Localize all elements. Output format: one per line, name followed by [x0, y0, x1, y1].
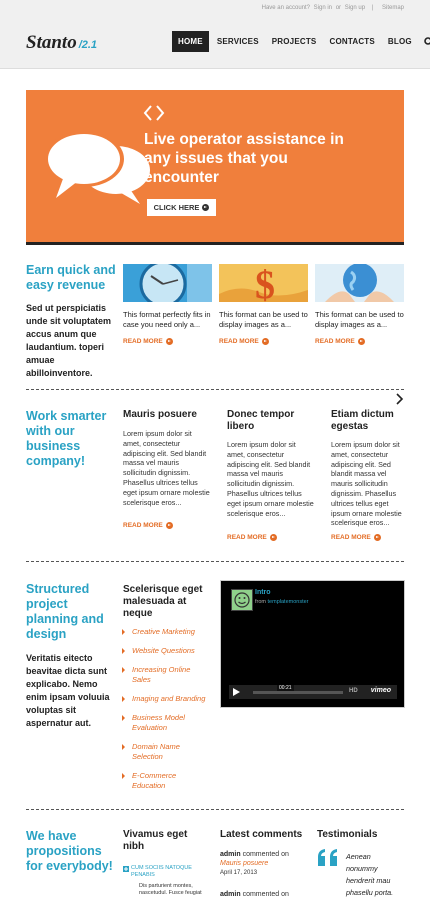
comment-verb: commented on — [242, 851, 289, 858]
divider — [26, 389, 404, 390]
work-title: Work smarter with our business company! — [26, 409, 107, 468]
logo[interactable] — [26, 32, 97, 54]
nav-blog[interactable]: BLOG — [387, 37, 412, 46]
earn-desc: Sed ut perspiciatis unde sit voluptatem accus anum que laudantium. toperi amuae abilloinventore. — [26, 303, 112, 378]
hero-banner — [26, 90, 404, 245]
video-controls — [229, 685, 397, 699]
arrow-circle-icon — [358, 338, 365, 345]
nav-home[interactable]: HOME — [172, 31, 209, 52]
earn-card-1-text: This format perfectly fits in case you need only a... — [123, 310, 211, 329]
structured-desc: Veritatis eitecto beavitae dicta sunt explicabo. Nemo enim ipsam voluuia voluptas sit aspernatur aut. — [26, 653, 110, 728]
earn-card-3-text: This format can be used to display images as a... — [315, 310, 404, 329]
read-more-label: READ MORE — [331, 534, 371, 541]
sitemap-link[interactable]: Sitemap — [381, 5, 404, 11]
video-player[interactable] — [220, 580, 405, 708]
logo-version: /2.1 — [78, 39, 98, 51]
props-col2-title: Vivamus eget nibh — [123, 829, 188, 852]
read-more-label: READ MORE — [123, 338, 163, 345]
services-list — [122, 627, 210, 800]
comment-item — [220, 890, 310, 899]
avatar[interactable] — [231, 589, 253, 611]
time-readout: 00:21 — [279, 685, 292, 691]
comment-verb: commented on — [242, 891, 289, 898]
arrow-circle-icon — [166, 522, 173, 529]
sign-up-link[interactable]: Sign up — [344, 5, 366, 11]
work-col-3-title: Etiam dictum egestas — [331, 409, 394, 432]
list-item[interactable]: Imaging and Branding — [122, 694, 210, 704]
clock-image — [123, 264, 212, 302]
list-item[interactable]: Domain Name Selection — [122, 742, 210, 762]
earn-card-2-read-more[interactable] — [219, 338, 269, 345]
arrow-circle-icon — [374, 534, 381, 541]
testimonials-title: Testimonials — [317, 829, 378, 840]
read-more-label: READ MORE — [123, 522, 163, 529]
account-links — [260, 5, 404, 11]
play-icon[interactable] — [233, 688, 240, 696]
search-icon[interactable] — [424, 37, 430, 47]
comment-date: April 17, 2013 — [220, 870, 258, 876]
earn-card-2-text: This format can be used to display images as a... — [219, 310, 308, 329]
banner-headline: Live operator assistance in any issues that you encounter — [144, 131, 344, 186]
video-author-link[interactable]: templatemonster — [267, 599, 309, 605]
smiley-icon — [232, 590, 252, 610]
read-more-label: READ MORE — [227, 534, 267, 541]
nav-contacts[interactable]: CONTACTS — [329, 37, 375, 46]
props-col2-label: CUM SOCIIS NATOQUE PENABIS — [131, 865, 192, 878]
arrow-circle-icon — [262, 338, 269, 345]
list-item[interactable]: Increasing Online Sales — [122, 665, 210, 685]
arrow-circle-icon — [202, 204, 209, 211]
props-col2-text: Dis parturient montes, nascetudul. Fusce feugiat — [139, 883, 202, 896]
progress-track[interactable] — [253, 685, 343, 694]
click-here-button[interactable] — [147, 199, 216, 216]
main-nav — [172, 31, 430, 52]
from-text: from — [255, 599, 266, 605]
structured-title: Structured project planning and design — [26, 582, 104, 641]
work-col-2-read-more[interactable] — [227, 534, 277, 541]
divider — [26, 809, 404, 810]
plus-icon — [123, 866, 129, 872]
earn-card-1-read-more[interactable] — [123, 338, 173, 345]
work-col-3-read-more[interactable] — [331, 534, 381, 541]
hd-toggle[interactable]: HD — [349, 688, 358, 694]
read-more-label: READ MORE — [219, 338, 259, 345]
video-byline — [255, 599, 309, 605]
work-col-1-text: Lorem ipsum dolor sit amet, consectetur adipiscing elit. Sed blandit massa vel mauris sollicitudin dignissim. Phasellus ultrices tellus eget ipsum ornare molestie scelerisque eros... — [123, 429, 210, 507]
list-item[interactable]: Creative Marketing — [122, 627, 210, 637]
nav-services[interactable]: SERVICES — [216, 37, 259, 46]
quote-icon — [317, 849, 339, 867]
comment-author[interactable]: admin — [220, 851, 241, 858]
header — [0, 0, 430, 69]
comment-item — [220, 850, 310, 878]
svg-text:$: $ — [255, 264, 275, 302]
separator: | — [371, 5, 374, 11]
read-more-label: READ MORE — [315, 338, 355, 345]
list-item[interactable]: Website Questions — [122, 646, 210, 656]
account-prompt: Have an account? — [261, 5, 310, 11]
list-item[interactable]: Business Model Evaluation — [122, 713, 210, 733]
nav-projects[interactable]: PROJECTS — [271, 37, 317, 46]
cta-label: CLICK HERE — [153, 203, 200, 212]
logo-text: Stanto — [26, 32, 77, 53]
arrow-circle-icon — [166, 338, 173, 345]
globe-hands-image — [315, 264, 404, 302]
dollar-image — [219, 264, 308, 302]
arrow-circle-icon — [270, 534, 277, 541]
comments-title: Latest comments — [220, 829, 303, 840]
earn-title: Earn quick and easy revenue — [26, 263, 116, 292]
work-col-2-title: Donec tempor libero — [227, 409, 295, 432]
earn-card-3-read-more[interactable] — [315, 338, 365, 345]
divider — [26, 561, 404, 562]
comment-author[interactable]: admin — [220, 891, 241, 898]
work-col-1-read-more[interactable] — [123, 522, 173, 529]
testimonial-text: Aenean nonummy hendrerit mau phasellu porta. — [346, 852, 394, 897]
sign-in-link[interactable]: Sign in — [313, 5, 333, 11]
work-col-1-title: Mauris posuere — [123, 409, 197, 420]
list-title: Scelerisque eget malesuada at neque — [123, 584, 203, 619]
or-text: or — [335, 5, 342, 11]
work-col-2-text: Lorem ipsum dolor sit amet, consectetur adipiscing elit. Sed blandit massa vel mauris sollicitudin dignissim. Phasellus ultrices tellus eget ipsum ornare molestie scelerisque eros... — [227, 440, 314, 518]
work-col-3-text: Lorem ipsum dolor sit amet, consectetur adipiscing elit. Sed blandit massa vel mauris sollicitudin dignissim. Phasellus ultrices tellus eget ipsum ornare molestie scelerisque eros... — [331, 440, 402, 528]
code-brackets-icon — [143, 104, 165, 122]
comment-post-link[interactable]: Mauris posuere — [220, 860, 269, 867]
video-title[interactable]: Intro — [255, 589, 271, 596]
list-item[interactable]: E-Commerce Education — [122, 771, 210, 791]
vimeo-logo[interactable]: vimeo — [370, 687, 391, 694]
chevron-right-icon[interactable] — [396, 393, 404, 405]
props-title: We have propositions for everybody! — [26, 829, 113, 873]
